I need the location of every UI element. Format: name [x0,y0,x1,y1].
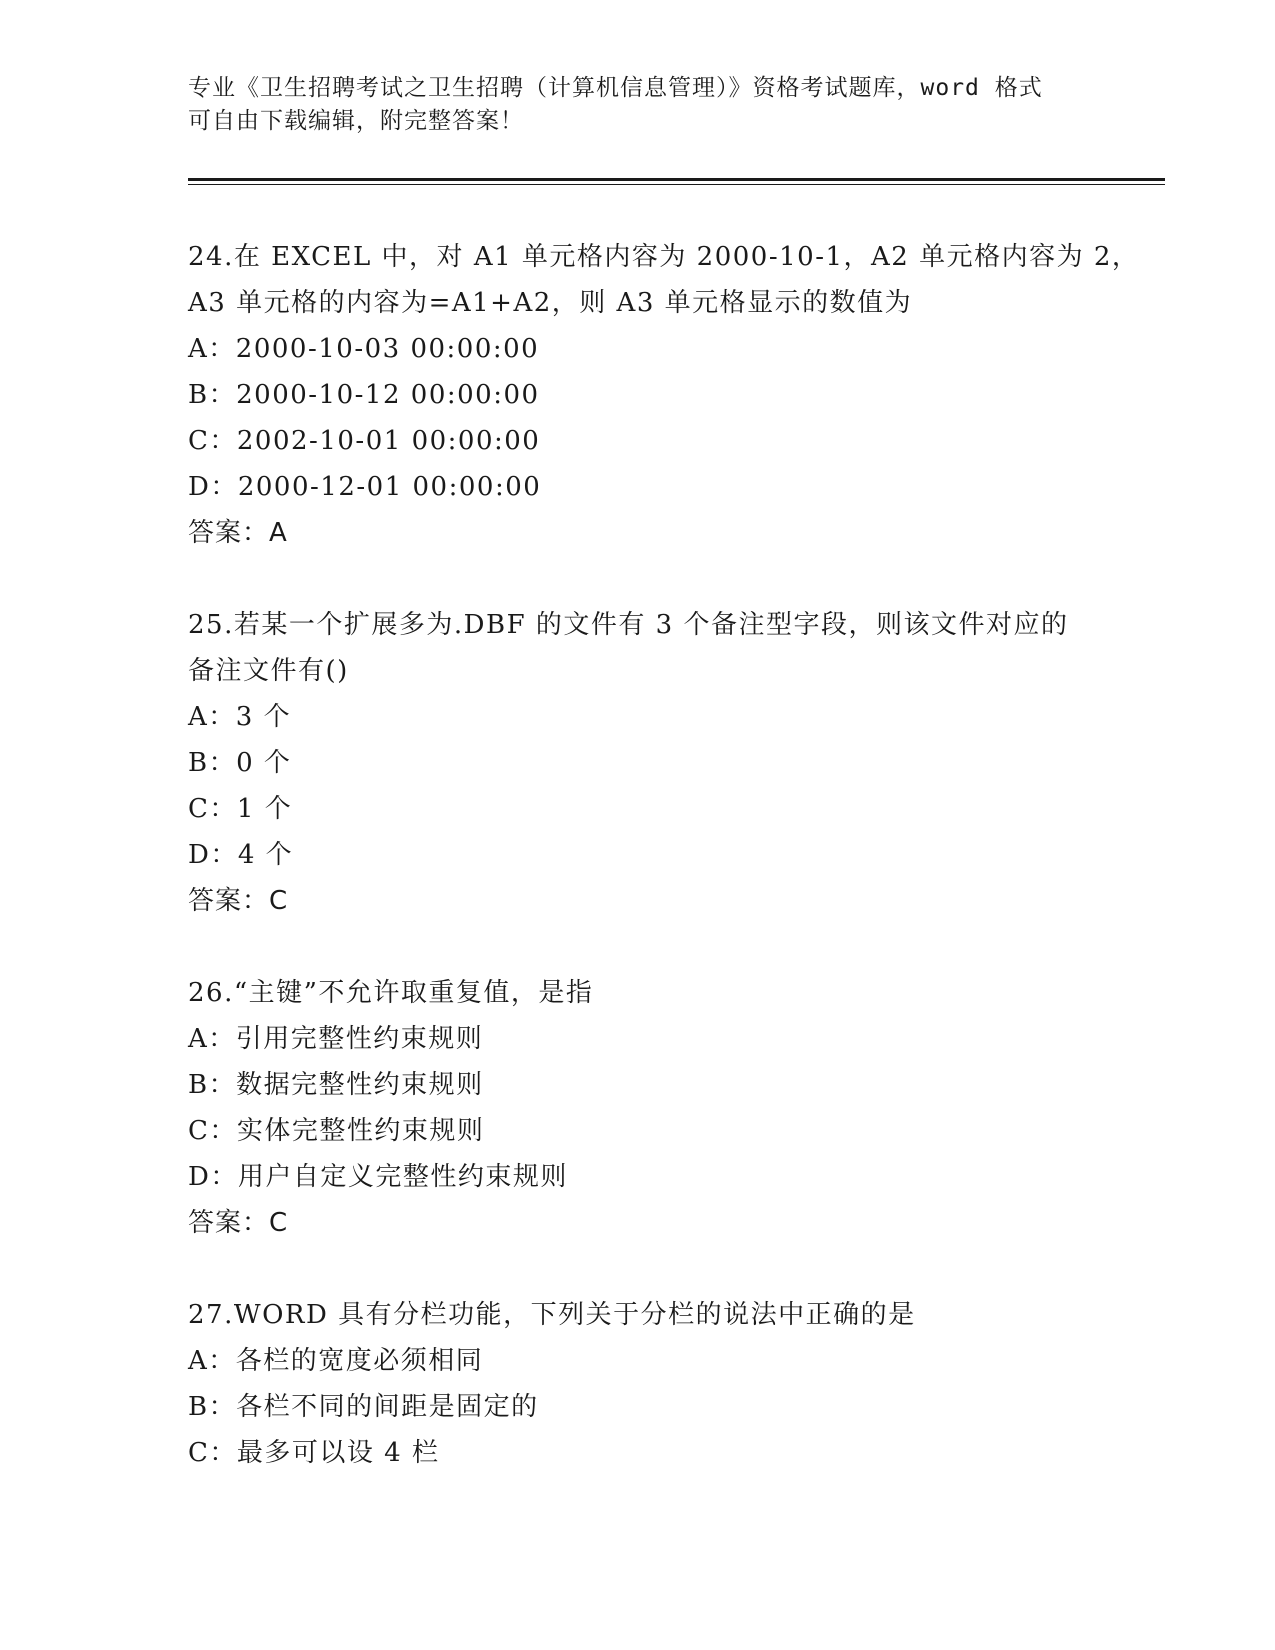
question-stem-line: 备注文件有() [188,656,349,686]
question-list [188,234,1140,1522]
option-a: A：3 个 [188,702,292,732]
header-line-1: 专业《卫生招聘考试之卫生招聘（计算机信息管理）》资格考试题库，word 格式 [188,75,1043,101]
option-c: C：实体完整性约束规则 [188,1116,485,1146]
header-divider-thin [188,184,1165,185]
question-24 [188,234,1140,556]
question-25 [188,602,1108,924]
option-d: D：4 个 [188,840,294,870]
question-stem-line: 26.“主键”不允许取重复值，是指 [188,978,594,1008]
answer-line: 答案：A [188,518,288,548]
option-d: D：2000-12-01 00:00:00 [188,472,542,502]
question-stem-line: 27.WORD 具有分栏功能，下列关于分栏的说法中正确的是 [188,1300,916,1330]
option-c: C：2002-10-01 00:00:00 [188,426,541,456]
question-stem-line: 24.在 EXCEL 中，对 A1 单元格内容为 2000-10-1，A2 单元格内容为 2， [188,242,1140,272]
question-stem-line: 25.若某一个扩展多为.DBF 的文件有 3 个备注型字段，则该文件对应的 [188,610,1069,640]
question-stem-line: A3 单元格的内容为=A1+A2，则 A3 单元格显示的数值为 [188,288,913,318]
answer-line: 答案：C [188,886,289,916]
option-b: B：数据完整性约束规则 [188,1070,484,1100]
question-27 [188,1292,1108,1476]
option-b: B：2000-10-12 00:00:00 [188,380,540,410]
option-d: D：用户自定义完整性约束规则 [188,1162,568,1192]
header-divider-thick [188,178,1165,181]
option-b: B：各栏不同的间距是固定的 [188,1392,539,1422]
answer-line: 答案：C [188,1208,289,1238]
header-line-2: 可自由下载编辑，附完整答案！ [188,108,524,134]
option-a: A：2000-10-03 00:00:00 [188,334,540,364]
option-a: A：各栏的宽度必须相同 [188,1346,484,1376]
option-b: B：0 个 [188,748,292,778]
document-header [188,72,1088,138]
option-c: C：最多可以设 4 栏 [188,1438,440,1468]
question-26 [188,970,1108,1246]
option-a: A：引用完整性约束规则 [188,1024,484,1054]
option-c: C：1 个 [188,794,293,824]
